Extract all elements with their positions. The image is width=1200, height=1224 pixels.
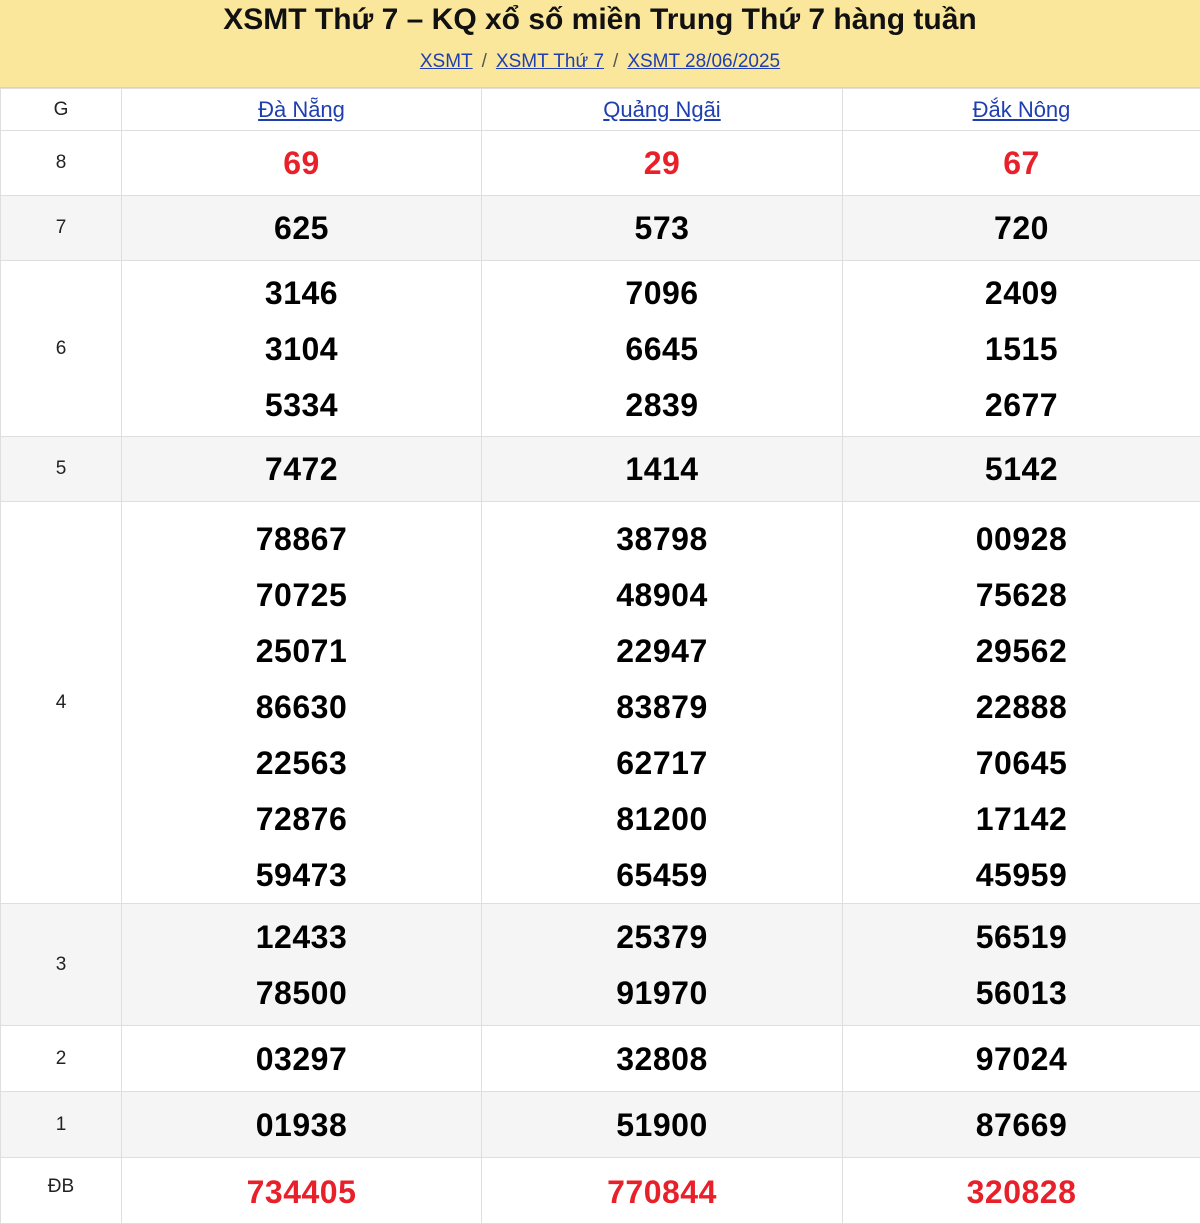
result-cell-da-nang <box>122 131 482 196</box>
result-cell-quang-ngai <box>482 261 843 437</box>
result-number: 38798 <box>482 511 842 567</box>
result-number: 65459 <box>482 847 842 903</box>
breadcrumb-xsmt-date-link[interactable]: XSMT 28/06/2025 <box>627 51 780 72</box>
result-number: 70725 <box>122 567 481 623</box>
table-row <box>1 437 1200 502</box>
result-number: 3146 <box>122 265 481 321</box>
result-number: 03297 <box>122 1031 481 1087</box>
results-body <box>1 131 1200 1224</box>
result-number: 45959 <box>843 847 1200 903</box>
result-number: 62717 <box>482 735 842 791</box>
result-number: 2839 <box>482 377 842 433</box>
result-cell-dak-nong <box>843 1158 1200 1224</box>
result-number: 320828 <box>843 1164 1200 1220</box>
result-number: 5334 <box>122 377 481 433</box>
result-number: 22563 <box>122 735 481 791</box>
result-number: 00928 <box>843 511 1200 567</box>
result-cell-dak-nong <box>843 437 1200 502</box>
result-cell-da-nang <box>122 1158 482 1224</box>
province-link-quang-ngai[interactable]: Quảng Ngãi <box>603 97 720 122</box>
result-number: 32808 <box>482 1031 842 1087</box>
result-number: 7472 <box>122 441 481 497</box>
result-number: 01938 <box>122 1097 481 1153</box>
result-cell-da-nang <box>122 196 482 261</box>
province-link-dak-nong[interactable]: Đắk Nông <box>973 97 1071 122</box>
result-number: 720 <box>843 200 1200 256</box>
prize-name: 2 <box>1 1026 122 1092</box>
result-number: 29562 <box>843 623 1200 679</box>
result-number: 87669 <box>843 1097 1200 1153</box>
result-cell-da-nang <box>122 502 482 904</box>
result-number: 734405 <box>122 1164 481 1220</box>
result-number: 67 <box>843 135 1200 191</box>
result-number: 56013 <box>843 965 1200 1021</box>
result-cell-quang-ngai <box>482 1026 843 1092</box>
prize-name: 6 <box>1 261 122 437</box>
result-cell-quang-ngai <box>482 437 843 502</box>
result-number: 72876 <box>122 791 481 847</box>
prize-name: 5 <box>1 437 122 502</box>
table-row <box>1 261 1200 437</box>
result-cell-dak-nong <box>843 1092 1200 1158</box>
result-cell-quang-ngai <box>482 131 843 196</box>
result-cell-dak-nong <box>843 131 1200 196</box>
result-number: 59473 <box>122 847 481 903</box>
breadcrumb <box>0 50 1200 74</box>
table-header-row <box>1 89 1200 131</box>
province-link-da-nang[interactable]: Đà Nẵng <box>258 97 345 122</box>
prize-name: 4 <box>1 502 122 904</box>
prize-name: 7 <box>1 196 122 261</box>
result-cell-dak-nong <box>843 196 1200 261</box>
table-row <box>1 502 1200 904</box>
table-row <box>1 1026 1200 1092</box>
result-number: 1414 <box>482 441 842 497</box>
prize-name: 3 <box>1 904 122 1026</box>
table-row <box>1 1158 1200 1224</box>
result-number: 22947 <box>482 623 842 679</box>
result-number: 70645 <box>843 735 1200 791</box>
result-cell-da-nang <box>122 261 482 437</box>
result-number: 29 <box>482 135 842 191</box>
table-row <box>1 131 1200 196</box>
table-row <box>1 196 1200 261</box>
result-number: 1515 <box>843 321 1200 377</box>
result-number: 69 <box>122 135 481 191</box>
result-number: 6645 <box>482 321 842 377</box>
result-number: 83879 <box>482 679 842 735</box>
result-cell-quang-ngai <box>482 1092 843 1158</box>
table-row <box>1 1092 1200 1158</box>
province-header-da-nang <box>122 89 482 131</box>
result-cell-dak-nong <box>843 904 1200 1026</box>
result-number: 81200 <box>482 791 842 847</box>
result-number: 48904 <box>482 567 842 623</box>
province-header-quang-ngai <box>482 89 843 131</box>
result-number: 91970 <box>482 965 842 1021</box>
result-cell-da-nang <box>122 437 482 502</box>
result-number: 3104 <box>122 321 481 377</box>
result-cell-dak-nong <box>843 261 1200 437</box>
result-cell-quang-ngai <box>482 502 843 904</box>
result-number: 97024 <box>843 1031 1200 1087</box>
result-number: 25379 <box>482 909 842 965</box>
results-table <box>0 88 1200 1224</box>
result-cell-quang-ngai <box>482 1158 843 1224</box>
province-header-dak-nong <box>843 89 1200 131</box>
result-number: 75628 <box>843 567 1200 623</box>
prize-column-header: G <box>1 89 122 131</box>
result-number: 25071 <box>122 623 481 679</box>
breadcrumb-separator: / <box>482 51 487 72</box>
result-number: 56519 <box>843 909 1200 965</box>
result-number: 86630 <box>122 679 481 735</box>
result-number: 625 <box>122 200 481 256</box>
prize-name: ĐB <box>1 1158 122 1224</box>
breadcrumb-xsmt-link[interactable]: XSMT <box>420 51 473 72</box>
table-row <box>1 904 1200 1026</box>
result-number: 78500 <box>122 965 481 1021</box>
breadcrumb-separator: / <box>613 51 618 72</box>
result-cell-quang-ngai <box>482 196 843 261</box>
result-number: 5142 <box>843 441 1200 497</box>
result-number: 2677 <box>843 377 1200 433</box>
result-cell-dak-nong <box>843 1026 1200 1092</box>
page-header <box>0 0 1200 88</box>
result-number: 12433 <box>122 909 481 965</box>
result-number: 78867 <box>122 511 481 567</box>
breadcrumb-xsmt-thu7-link[interactable]: XSMT Thứ 7 <box>496 51 604 72</box>
result-number: 573 <box>482 200 842 256</box>
result-number: 7096 <box>482 265 842 321</box>
result-number: 2409 <box>843 265 1200 321</box>
result-cell-da-nang <box>122 1026 482 1092</box>
result-cell-dak-nong <box>843 502 1200 904</box>
result-number: 22888 <box>843 679 1200 735</box>
result-number: 51900 <box>482 1097 842 1153</box>
result-number: 770844 <box>482 1164 842 1220</box>
prize-name: 8 <box>1 131 122 196</box>
result-cell-quang-ngai <box>482 904 843 1026</box>
prize-name: 1 <box>1 1092 122 1158</box>
page-title: XSMT Thứ 7 – KQ xổ số miền Trung Thứ 7 hàng tuần <box>0 2 1200 38</box>
result-number: 17142 <box>843 791 1200 847</box>
result-cell-da-nang <box>122 904 482 1026</box>
result-cell-da-nang <box>122 1092 482 1158</box>
